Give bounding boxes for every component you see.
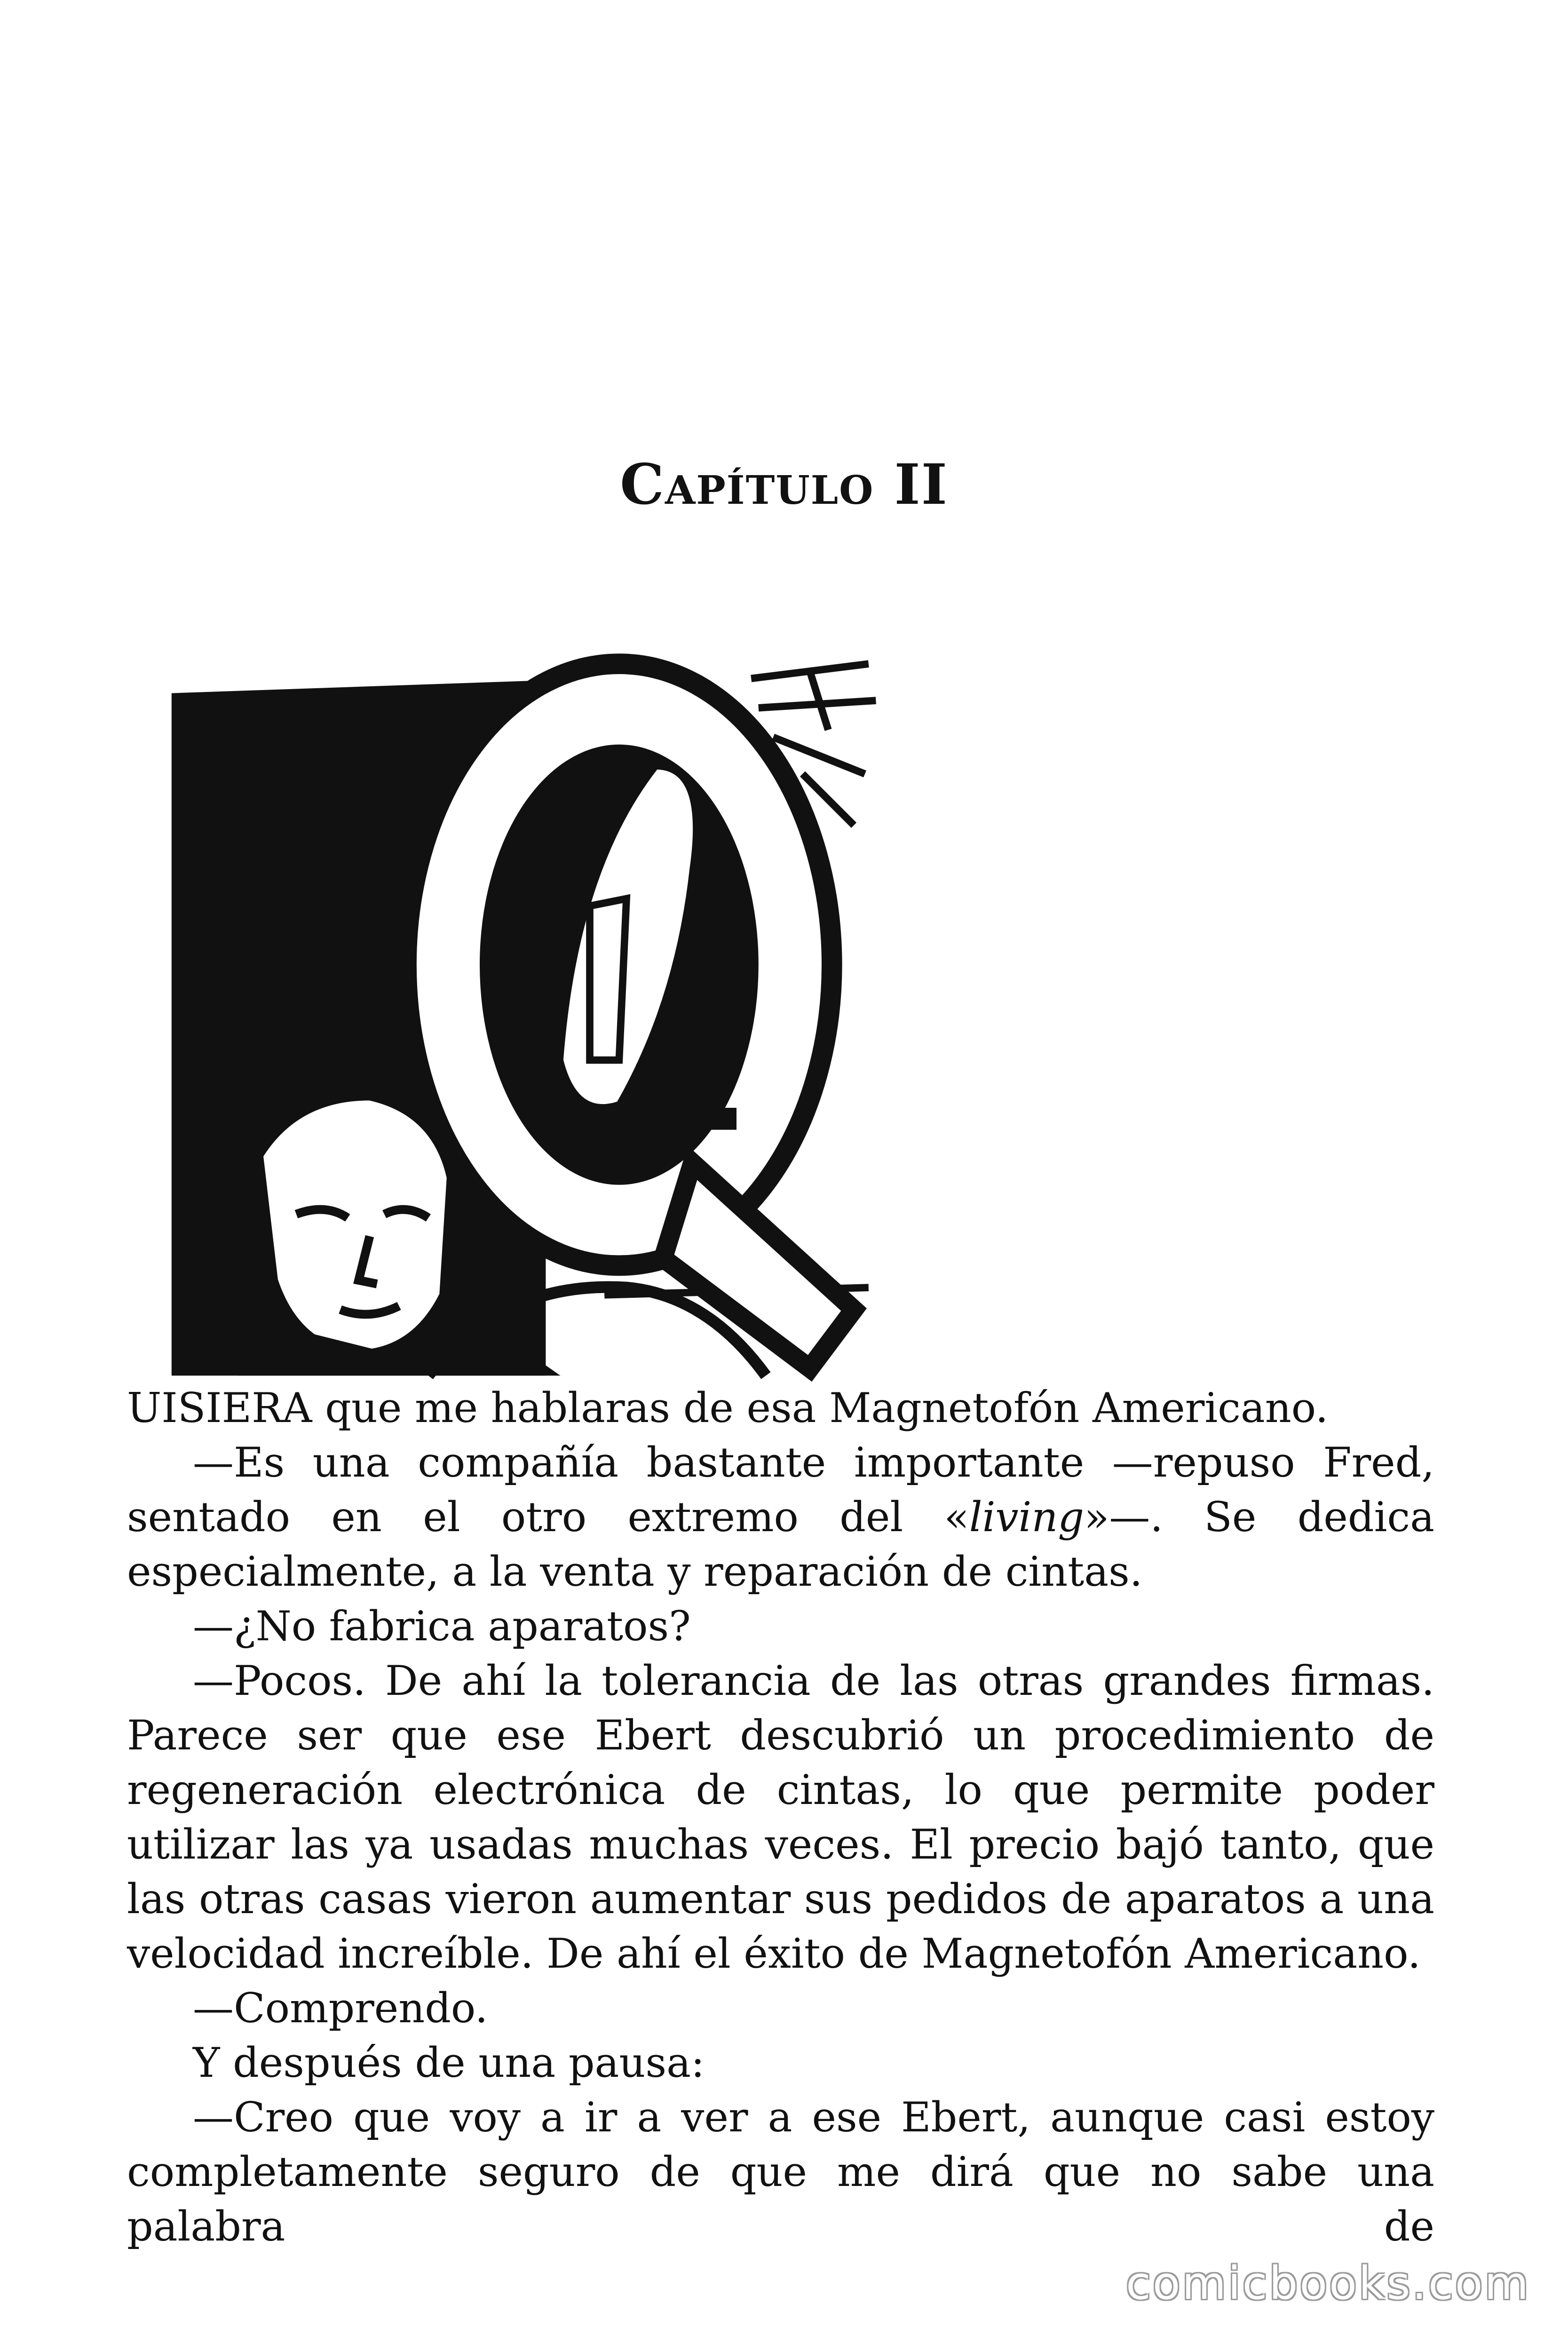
paragraph-6: Y después de una pausa: <box>193 2039 705 2087</box>
paragraph-1: UISIERA que me hablaras de esa Magnetofón Americano. <box>127 1384 1329 1432</box>
paragraph-5: —Comprendo. <box>193 1984 488 2032</box>
paragraph-7: —Creo que voy a ir a ver a ese Ebert, aunque casi estoy completamente seguro de que me dirá que no sabe una palabra de <box>127 2093 1434 2250</box>
paragraph-4: —Pocos. De ahí la tolerancia de las otras grandes firmas. Parece ser que ese Ebert descubrió un procedimiento de regeneración electrónica de cintas, lo que permite poder utilizar las ya usadas muchas veces. El precio bajó tanto, que las otras casas vieron aumentar sus pedidos de aparatos a una velocidad increíble. De ahí el éxito de Magnetofón Americano. <box>127 1657 1434 1978</box>
paragraph-2-italic-word: living <box>969 1493 1085 1541</box>
watermark: comicbooks.com <box>1125 2257 1530 2310</box>
drop-cap-illustration <box>150 649 883 1383</box>
drop-cap-q-illustration-icon <box>150 649 883 1383</box>
body-text <box>127 1381 1434 2254</box>
chapter-title: Capítulo II <box>620 452 948 517</box>
paragraph-2 <box>127 1435 1434 1599</box>
paragraph-2-text-a: —Es una compañía bastante importante —repuso Fred, sentado en el otro extremo del « <box>127 1438 1434 1541</box>
paragraph-2-text-b: »—. Se dedica especialmente, a la venta y reparación de cintas. <box>127 1493 1434 1596</box>
paragraph-3: —¿No fabrica aparatos? <box>193 1602 691 1650</box>
